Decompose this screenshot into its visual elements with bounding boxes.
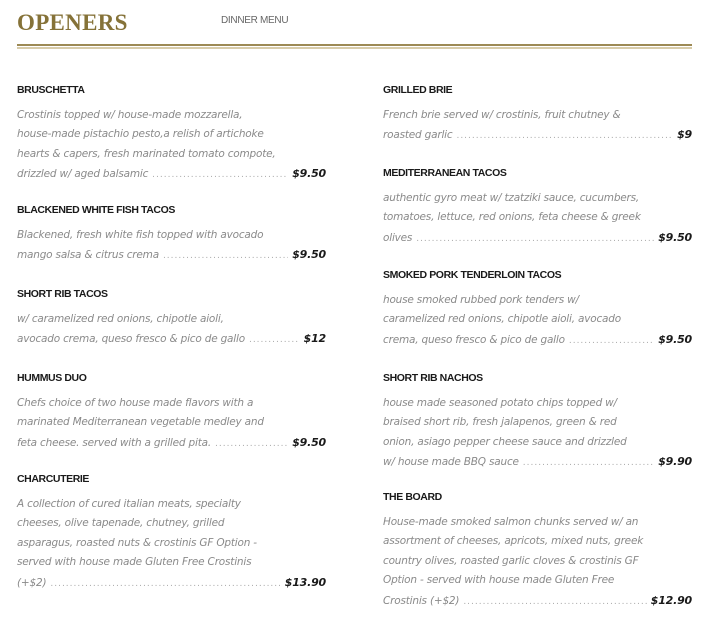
dot-leader	[163, 247, 288, 266]
menu-item	[383, 372, 692, 474]
menu-item	[17, 372, 326, 454]
menu-item-description-line	[383, 228, 692, 249]
menu-item-description-line: A collection of cured italian meats, specialty	[17, 498, 241, 510]
menu-item-name: THE BOARD	[383, 491, 442, 503]
menu-item-description-line	[383, 330, 692, 351]
menu-item-description-line: marinated Mediterranean vegetable medley and	[17, 416, 264, 429]
menu-item	[17, 84, 326, 186]
menu-item-description-line	[17, 329, 326, 350]
divider	[17, 44, 692, 46]
menu-item-name: SHORT RIB TACOS	[17, 288, 108, 300]
menu-section-title: OPENERS	[17, 10, 128, 35]
menu-item-price: $9.50	[658, 332, 692, 346]
menu-item-description-line: caramelized red onions, chipotle aioli, avocado	[383, 313, 621, 326]
menu-item-name: SHORT RIB NACHOS	[383, 372, 483, 384]
menu-item-description-line: House-made smoked salmon chunks served w/ an	[383, 516, 639, 528]
menu-item	[17, 473, 326, 594]
menu-item-description-line: braised short rib, fresh jalapenos, green & red	[383, 416, 617, 429]
menu-item-description-line: assortment of cheeses, apricots, mixed nuts, greek	[383, 535, 644, 548]
description-text: (+$2)	[17, 576, 47, 589]
menu-item-name: CHARCUTERIE	[17, 473, 90, 485]
menu-item-price: $9.50	[658, 230, 692, 244]
dot-leader	[463, 593, 646, 612]
dot-leader	[215, 435, 288, 454]
menu-item-description-line: onion, asiago pepper cheese sauce and drizzled	[383, 435, 627, 448]
menu-item	[383, 269, 692, 351]
dot-leader	[152, 166, 288, 185]
menu-item-price: $9.90	[658, 455, 692, 469]
menu-item-description-line	[17, 433, 326, 454]
dot-leader	[249, 331, 300, 350]
menu-item-name: GRILLED BRIE	[383, 84, 453, 96]
description-text: Crostinis (+$2)	[383, 594, 460, 607]
menu-item-description-line	[17, 164, 326, 185]
menu-item-description-line: house made seasoned potato chips topped w/	[383, 397, 617, 409]
menu-item-description-line: hearts & capers, fresh marinated tomato compote,	[17, 147, 276, 160]
menu-item-description-line: Crostinis topped w/ house-made mozzarella,	[17, 109, 243, 121]
menu-item-description-line	[383, 125, 692, 146]
menu-item	[383, 167, 692, 249]
menu-item-name: HUMMUS DUO	[17, 372, 87, 384]
menu-item	[17, 288, 326, 351]
description-text: crema, queso fresco & pico de gallo	[383, 333, 565, 346]
menu-item-description-line: house-made pistachio pesto,a relish of artichoke	[17, 128, 264, 141]
menu-item-description-line: Option - served with house made Gluten Free	[383, 574, 615, 587]
menu-item-name: BLACKENED WHITE FISH TACOS	[17, 204, 175, 216]
menu-item	[383, 84, 692, 147]
dot-leader	[50, 575, 280, 594]
menu-item-price: $9.50	[292, 435, 326, 449]
menu-item-price: $12	[303, 332, 326, 346]
menu-item-name: BRUSCHETTA	[17, 84, 85, 96]
menu-item-description-line: Blackened, fresh white fish topped with avocado	[17, 229, 264, 241]
menu-item-description-line: authentic gyro meat w/ tzatziki sauce, cucumbers,	[383, 192, 640, 204]
menu-item-price: $13.90	[284, 575, 326, 589]
menu-item-name: SMOKED PORK TENDERLOIN TACOS	[383, 269, 562, 281]
menu-item-description-line	[17, 245, 326, 266]
menu-item	[383, 491, 692, 612]
menu-subtitle: DINNER MENU	[221, 15, 289, 26]
menu-item-price: $9.50	[292, 167, 326, 181]
menu-item-description-line	[383, 452, 692, 473]
description-text: w/ house made BBQ sauce	[383, 456, 519, 469]
description-text: drizzled w/ aged balsamic	[17, 168, 149, 181]
menu-item-name: MEDITERRANEAN TACOS	[383, 167, 507, 179]
menu-item-description-line: w/ caramelized red onions, chipotle aioli,	[17, 313, 224, 325]
menu-item-description-line: country olives, roasted garlic cloves & crostinis GF	[383, 554, 639, 567]
menu-item-description-line: Chefs choice of two house made flavors with a	[17, 397, 254, 409]
menu-item-description-line	[17, 573, 326, 594]
description-text: mango salsa & citrus crema	[17, 249, 159, 262]
menu-item-price: $9.50	[292, 248, 326, 262]
description-text: roasted garlic	[383, 129, 453, 142]
description-text: olives	[383, 231, 413, 244]
menu-item-price: $12.90	[650, 593, 692, 607]
menu-item-description-line: tomatoes, lettuce, red onions, feta cheese & greek	[383, 211, 641, 224]
dot-leader	[569, 332, 654, 351]
menu-item-description-line	[383, 591, 692, 612]
menu-item-price: $9	[677, 128, 692, 142]
dot-leader	[416, 230, 654, 249]
divider	[17, 47, 692, 49]
menu-item-description-line: French brie served w/ crostinis, fruit chutney &	[383, 109, 621, 121]
menu-item	[17, 204, 326, 267]
menu-item-description-line: cheeses, olive tapenade, chutney, grilled	[17, 517, 225, 530]
dot-leader	[456, 127, 673, 146]
description-text: feta cheese. served with a grilled pita.	[17, 436, 211, 449]
menu-item-description-line: house smoked rubbed pork tenders w/	[383, 294, 579, 306]
menu-item-description-line: served with house made Gluten Free Crostinis	[17, 556, 252, 569]
menu-item-description-line: asparagus, roasted nuts & crostinis GF Option -	[17, 536, 257, 549]
description-text: avocado crema, queso fresco & pico de gallo	[17, 333, 245, 346]
dot-leader	[523, 454, 654, 473]
